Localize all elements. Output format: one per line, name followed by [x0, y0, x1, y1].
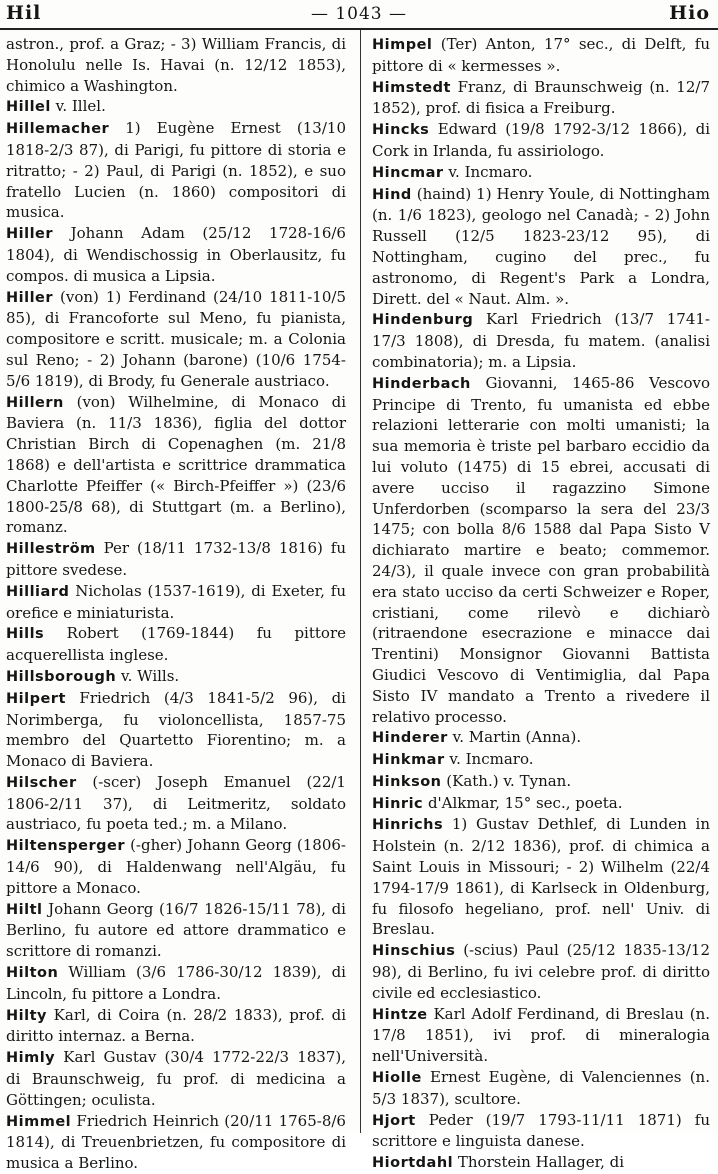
dictionary-entry	[6, 538, 346, 581]
dictionary-entry	[6, 118, 346, 223]
entry-text: Franz, di Braunschweig (n. 12/7 1852), prof. di fisica a Freiburg.	[372, 77, 710, 118]
dictionary-entry	[6, 1111, 346, 1174]
entry-text: (Ter) Anton, 17° sec., di Delft, fu pittore di « kermesses ».	[372, 35, 710, 75]
entry-headword: Himpel	[372, 37, 433, 53]
dictionary-entry	[6, 1005, 346, 1048]
page-header	[0, 0, 718, 30]
entry-text: Karl Gustav (30/4 1772-22/3 1837), di Braunschweig, fu prof. di medicina a Göttingen; oculista.	[6, 1048, 346, 1109]
entry-headword: Hillern	[6, 394, 64, 411]
dictionary-entry	[372, 1152, 710, 1174]
entry-text: Ernest Eugène, di Valenciennes (n. 5/3 1837), scultore.	[372, 1068, 710, 1108]
dictionary-entry	[372, 749, 710, 771]
entry-headword: Hilty	[6, 1007, 47, 1024]
dictionary-entry	[6, 772, 346, 835]
dictionary-entry	[372, 1110, 710, 1153]
dictionary-entry	[6, 96, 346, 118]
entry-headword: Hilton	[6, 965, 59, 982]
entry-text: d'Alkmar, 15° sec., poeta.	[427, 793, 623, 812]
entry-headword: Himstedt	[372, 79, 451, 96]
entry-headword: Hinric	[372, 795, 424, 812]
dictionary-entry	[372, 309, 710, 372]
entry-headword: Hilpert	[6, 690, 66, 707]
entry-headword: Hiltensperger	[6, 838, 126, 855]
entry-headword: Hiortdahl	[372, 1155, 454, 1172]
header-left-guideword: Hil	[6, 2, 42, 24]
dictionary-entry	[6, 581, 346, 624]
dictionary-entry	[6, 623, 346, 666]
dictionary-entry	[6, 1047, 346, 1110]
dictionary-entry	[372, 162, 710, 184]
entry-text: v. Wills.	[120, 666, 180, 685]
entry-text: (haind) 1) Henry Youle, di Nottingham (n. 1/6 1823), geologo nel Canadà; - 2) John Russell (12/5 1823-23/12 95), di Nottingham, cugino del prec., fu astronomo, di Regent's Park a Londra, Dirett. del « Naut. Alm. ».	[372, 184, 710, 308]
dictionary-entry	[372, 373, 710, 728]
entry-headword: Hinrichs	[372, 817, 444, 834]
entry-headword: Himly	[6, 1050, 56, 1067]
entry-text: 1) Eugène Ernest (13/10 1818-2/3 87), di Parigi, fu pittore di storia e ritratto; - 2) Paul, di Parigi (n. 1852), e suo fratello Lucien (n. 1860) compositori di musica.	[6, 119, 346, 222]
entry-headword: Hiltl	[6, 901, 43, 918]
entry-headword: Hinkmar	[372, 752, 445, 769]
entry-headword: Hinkson	[372, 773, 442, 790]
entry-headword: Hind	[372, 186, 412, 203]
dictionary-entry	[6, 835, 346, 898]
entry-headword: Hjort	[372, 1112, 416, 1129]
dictionary-entry	[372, 814, 710, 940]
dictionary-entry	[6, 688, 346, 772]
entry-text: Per (18/11 1732-13/8 1816) fu pittore svedese.	[6, 539, 346, 579]
entry-text: 1) Gustav Dethlef, di Lunden in Holstein (n. 2/12 1836), prof. di chimica a Saint Louis in Missouri; - 2) Wilhelm (22/4 1794-17/9 1861), di Karlseck in Oldenburg, fu filosofo hegeliano, prof. nell' Univ. di Breslau.	[372, 815, 710, 939]
entry-headword: Hincks	[372, 122, 430, 139]
entry-text: (-scius) Paul (25/12 1835-13/12 98), di Berlino, fu ivi celebre prof. di diritto civile ed ecclesiastico.	[372, 941, 710, 1002]
entry-headword: Hilleström	[6, 541, 96, 558]
entry-text: Thorstein Hallager, di	[457, 1153, 625, 1172]
entry-text: (-scer) Joseph Emanuel (22/1 1806-2/11 37), di Leitmeritz, soldato austriaco, fu poeta ted.; m. a Milano.	[6, 772, 346, 834]
entry-headword: Hillemacher	[6, 121, 110, 138]
entry-text: (von) 1) Ferdinand (24/10 1811-10/5 85), di Francoforte sul Meno, fu pianista, compositore e scritt. musicale; m. a Colonia sul Reno; - 2) Johann (barone) (10/6 1754-5/6 1819), di Brody, fu Generale austriaco.	[6, 287, 346, 390]
entry-headword: Hillel	[6, 99, 51, 116]
entry-text: (-gher) Johann Georg (1806-14/6 90), di Haldenwang nell'Algäu, fu pittore a Monaco.	[6, 836, 346, 897]
entry-headword: Hintze	[372, 1006, 428, 1023]
right-column	[372, 34, 710, 1172]
entry-headword: Hiolle	[372, 1070, 422, 1087]
entry-headword: Hindenburg	[372, 312, 474, 329]
entry-text: Robert (1769-1844) fu pittore acquerellista inglese.	[6, 624, 346, 665]
entry-text: Nicholas (1537-1619), di Exeter, fu orefice e miniaturista.	[6, 581, 346, 622]
dictionary-entry	[6, 666, 346, 688]
entry-text: astron., prof. a Graz; - 3) William Francis, di Honolulu nelle Is. Havai (n. 12/12 1853), chimico a Washington.	[6, 35, 346, 95]
entry-text: v. Illel.	[55, 97, 106, 116]
entry-headword: Hinderer	[372, 730, 448, 747]
entry-headword: Hincmar	[372, 164, 444, 181]
dictionary-entry	[6, 223, 346, 286]
entry-headword: Hilliard	[6, 583, 70, 600]
dictionary-entry	[372, 34, 710, 77]
entry-text: Karl Friedrich (13/7 1741-17/3 1808), di Dresda, fu matem. (analisi combinatoria); m. a Lipsia.	[372, 310, 710, 371]
entry-text: (von) Wilhelmine, di Monaco di Baviera (n. 11/3 1836), figlia del dottor Christian Birch di Copenaghen (m. 21/8 1868) e dell'artista e scrittrice drammatica Charlotte Pfeiffer (« Birch-Pfeiffer ») (23/6 1800-25/8 68), di Stuttgart (m. a Berlino), romanz.	[6, 392, 346, 537]
entry-text: Edward (19/8 1792-3/12 1866), di Cork in Irlanda, fu assiriologo.	[372, 120, 710, 160]
entry-headword: Hinderbach	[372, 375, 471, 392]
dictionary-entry	[372, 771, 710, 793]
entry-headword: Hills	[6, 626, 45, 643]
dictionary-entry	[372, 793, 710, 815]
entry-text: Peder (19/7 1793-11/11 1871) fu scrittore e linguista danese.	[372, 1110, 710, 1151]
entry-text: Friedrich Heinrich (20/11 1765-8/6 1814), di Treuenbrietzen, fu compositore di musica a Berlino.	[6, 1111, 346, 1173]
entry-headword: Hiller	[6, 289, 54, 306]
entry-text: Giovanni, 1465-86 Vescovo Principe di Trento, fu umanista ed ebbe relazioni letterarie con molti umanisti; la sua memoria è triste pel barbaro eccidio da lui voluto (1475) di 15 ebrei, accusati di avere ucciso il ragazzino Simone Unferdorben (scomparso la sera del 23/3 1475; con bolla 8/6 1588 dal Papa Sisto V dichiarato martire e beato; commemor. 24/3), il quale invece con gran probabilità era stato ucciso da certi Schweizer e Roper, cristiani, come rilevò e dichiarò (ritraendone esecrazione e minacce dai Trentini) Monsignor Giovanni Battista Giudici Vescovo di Ventimiglia, dal Papa Sisto IV mandato a Trento a rivedere il relativo processo.	[372, 373, 710, 726]
dictionary-entry	[6, 287, 346, 392]
entry-headword: Hilscher	[6, 774, 77, 791]
dictionary-entry	[372, 727, 710, 749]
dictionary-entry	[6, 899, 346, 962]
entry-text: v. Martin (Anna).	[452, 728, 582, 747]
dictionary-entry	[372, 184, 710, 310]
page-number: — 1043 —	[310, 4, 408, 24]
dictionary-entry	[6, 34, 346, 96]
entry-headword: Hinschius	[372, 943, 456, 960]
entry-text: Karl, di Coira (n. 28/2 1833), prof. di diritto internaz. a Berna.	[6, 1005, 346, 1046]
entry-text: Karl Adolf Ferdinand, di Breslau (n. 17/8 1851), ivi prof. di mineralogia nell'Università.	[372, 1004, 710, 1066]
entry-text: v. Incmaro.	[449, 750, 534, 769]
column-divider	[360, 30, 361, 1133]
left-column	[6, 34, 346, 1173]
entry-headword: Hillsborough	[6, 668, 117, 685]
dictionary-entry	[6, 392, 346, 539]
dictionary-entry	[6, 962, 346, 1005]
entry-text: William (3/6 1786-30/12 1839), di Lincoln, fu pittore a Londra.	[6, 963, 346, 1003]
dictionary-entry	[372, 940, 710, 1003]
header-right-guideword: Hio	[669, 2, 710, 24]
entry-text: v. Incmaro.	[448, 162, 533, 181]
dictionary-entry	[372, 1004, 710, 1067]
entry-headword: Himmel	[6, 1113, 72, 1130]
dictionary-entry	[372, 1067, 710, 1110]
dictionary-entry	[372, 119, 710, 162]
entry-text: (Kath.) v. Tynan.	[446, 771, 572, 790]
entry-text: Johann Adam (25/12 1728-16/6 1804), di Wendischossig in Oberlausitz, fu compos. di musica a Lipsia.	[6, 224, 346, 285]
dictionary-entry	[372, 77, 710, 120]
entry-headword: Hiller	[6, 226, 54, 243]
entry-text: Friedrich (4/3 1841-5/2 96), di Norimberga, fu violoncellista, 1857-75 membro del Quartetto Fiorentino; m. a Monaco di Baviera.	[6, 688, 346, 771]
entry-text: Johann Georg (16/7 1826-15/11 78), di Berlino, fu autore ed attore drammatico e scrittore di romanzi.	[6, 899, 346, 961]
